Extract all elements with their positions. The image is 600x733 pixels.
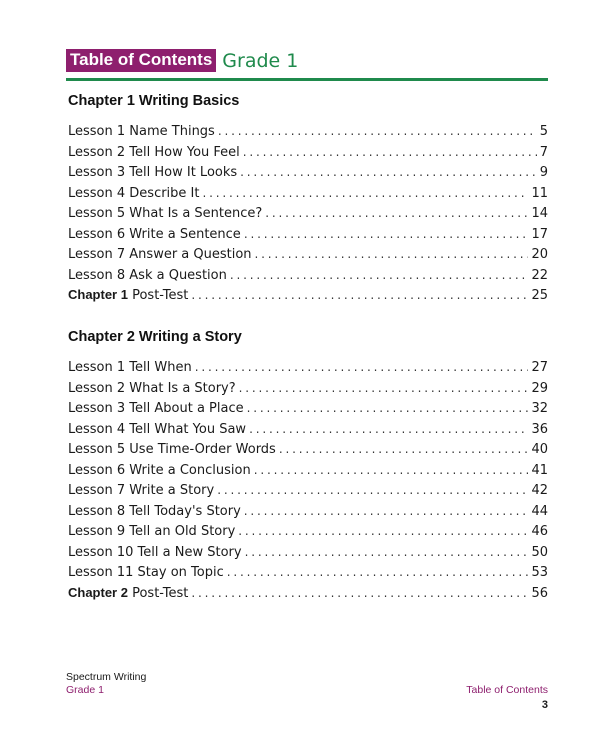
dot-leader <box>244 224 529 245</box>
dot-leader <box>245 542 529 563</box>
toc-entry-label: Lesson 6 Write a Conclusion <box>68 462 251 478</box>
toc-entry <box>68 162 548 183</box>
toc-entry-page: 42 <box>531 483 548 498</box>
toc-entry-label: Lesson 4 Tell What You Saw <box>68 421 247 437</box>
toc-entry <box>68 378 548 399</box>
toc-entry-page: 40 <box>531 442 548 457</box>
toc-entry-page: 41 <box>531 462 548 478</box>
dot-leader <box>238 521 528 542</box>
dot-leader <box>230 265 529 286</box>
toc-entry-page: 9 <box>539 165 548 180</box>
toc-entry <box>68 419 548 440</box>
toc-entry <box>68 244 548 265</box>
posttest-label-rest: Post-Test <box>127 288 189 303</box>
toc-entry-page: 5 <box>539 124 548 139</box>
page-header <box>66 49 298 72</box>
toc-entry <box>68 183 548 204</box>
toc-entry-label: Lesson 1 Name Things <box>68 124 215 139</box>
chapter-2-heading: Chapter 2 Writing a Story <box>68 329 242 345</box>
toc-entry-page: 25 <box>531 288 548 303</box>
toc-entry-page: 14 <box>531 206 548 221</box>
toc-entry <box>68 398 548 419</box>
toc-entry-page: 56 <box>531 585 548 601</box>
toc-entry-label: Lesson 6 Write a Sentence <box>68 226 241 242</box>
toc-entry-label: Lesson 8 Ask a Question <box>68 267 227 283</box>
toc-posttest-entry <box>68 285 548 306</box>
toc-entry-label: Lesson 10 Tell a New Story <box>68 544 242 560</box>
chapter-1-heading: Chapter 1 Writing Basics <box>68 93 240 109</box>
toc-entry-label: Lesson 8 Tell Today's Story <box>68 503 241 519</box>
toc-entry-label: Lesson 4 Describe It <box>68 185 200 201</box>
chapter-1-list <box>68 121 548 306</box>
toc-title: Table of Contents <box>66 49 216 72</box>
toc-entry-label: Lesson 5 What Is a Sentence? <box>68 206 263 221</box>
toc-entry <box>68 501 548 522</box>
toc-entry <box>68 480 548 501</box>
toc-entry-label: Lesson 7 Write a Story <box>68 483 215 498</box>
toc-entry-label: Lesson 1 Tell When <box>68 360 192 375</box>
dot-leader <box>247 398 529 419</box>
toc-entry-page: 36 <box>531 421 548 437</box>
page-number: 3 <box>541 699 548 711</box>
toc-entry-label: Lesson 11 Stay on Topic <box>68 565 224 580</box>
toc-entry-label: Lesson 3 Tell How It Looks <box>68 165 238 180</box>
footer-left <box>66 671 146 697</box>
dot-leader <box>279 439 529 460</box>
toc-entry <box>68 121 548 142</box>
toc-entry <box>68 439 548 460</box>
toc-entry-label: Lesson 3 Tell About a Place <box>68 401 244 416</box>
footer-book-title: Spectrum Writing <box>66 671 147 683</box>
toc-entry <box>68 562 548 583</box>
toc-entry-page: 29 <box>531 380 548 396</box>
toc-entry <box>68 265 548 286</box>
dot-leader <box>191 583 528 604</box>
toc-entry-page: 32 <box>531 401 548 416</box>
toc-entry <box>68 521 548 542</box>
toc-entry <box>68 357 548 378</box>
toc-entry-page: 46 <box>531 524 548 539</box>
dot-leader <box>243 142 537 163</box>
toc-entry-label: Lesson 7 Answer a Question <box>68 247 252 262</box>
toc-entry <box>68 203 548 224</box>
toc-entry-label <box>68 285 188 306</box>
toc-entry-page: 22 <box>531 267 548 283</box>
header-rule <box>66 78 548 81</box>
toc-entry <box>68 542 548 563</box>
dot-leader <box>217 480 528 501</box>
dot-leader <box>239 378 529 399</box>
toc-entry-label: Lesson 2 Tell How You Feel <box>68 144 240 160</box>
toc-entry-page: 44 <box>531 503 548 519</box>
toc-entry-page: 11 <box>531 185 548 201</box>
toc-entry <box>68 224 548 245</box>
toc-entry <box>68 460 548 481</box>
dot-leader <box>254 460 529 481</box>
dot-leader <box>265 203 528 224</box>
dot-leader <box>249 419 528 440</box>
posttest-chapter-bold: Chapter 1 <box>68 287 128 302</box>
dot-leader <box>195 357 529 378</box>
dot-leader <box>218 121 537 142</box>
dot-leader <box>255 244 529 265</box>
toc-entry <box>68 142 548 163</box>
toc-entry-page: 20 <box>531 247 548 262</box>
posttest-chapter-bold: Chapter 2 <box>68 584 128 600</box>
dot-leader <box>227 562 529 583</box>
toc-entry-page: 17 <box>531 226 548 242</box>
toc-entry-page: 53 <box>531 565 548 580</box>
chapter-2-list <box>68 357 548 603</box>
footer-grade: Grade 1 <box>66 684 104 696</box>
toc-entry-label: Lesson 2 What Is a Story? <box>68 380 236 396</box>
dot-leader <box>203 183 529 204</box>
toc-grade: Grade 1 <box>222 50 299 72</box>
toc-entry-page: 7 <box>539 144 548 160</box>
toc-entry-page: 27 <box>531 360 548 375</box>
toc-entry-label: Lesson 5 Use Time-Order Words <box>68 442 276 457</box>
dot-leader <box>240 162 537 183</box>
dot-leader <box>191 285 528 306</box>
toc-entry-label: Lesson 9 Tell an Old Story <box>68 524 236 539</box>
dot-leader <box>244 501 529 522</box>
posttest-label-rest: Post-Test <box>127 585 189 601</box>
toc-entry-label <box>68 583 188 604</box>
toc-entry-page: 50 <box>531 544 548 560</box>
footer-section: Table of Contents <box>466 684 548 696</box>
toc-posttest-entry <box>68 583 548 604</box>
